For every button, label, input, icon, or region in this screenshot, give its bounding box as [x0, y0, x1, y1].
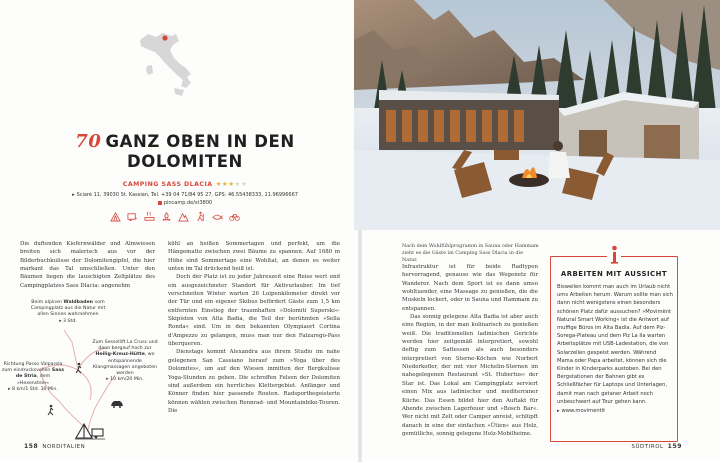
- forest-walker-icon: [74, 362, 84, 374]
- rating-stars: ★★★★★: [215, 180, 248, 188]
- camp-website[interactable]: pincamp.de/st3800: [163, 200, 213, 206]
- mountain-bike-icon: [229, 211, 240, 222]
- info-box-text: Bisweilen kommt man auch im Urlaub nicht ums Arbeiten herum. Warum sollte man sich dann nicht wenigstens einen besonders schönen Platz dafür aussuchen? »Movimënt Natural Smart Working« ist die Antwort auf muffige Büros im Alta Badia. Auf dem Piz-Sorega-Plateau und dem Piz La Ila warten Arbeitsplätze mit USB-Ladestation, die von Solarzellen gespeist werden. Während Mama oder Papa arbeitet, können sich die Kinder in Kinderparks austoben. Bei den Bergstationen der Bahnen gibt es Schließfächer für Laptops und Unterlagen, damit man nach getaner Arbeit noch unbeschwert auf Tour gehen kann.: [557, 284, 673, 405]
- entry-title-line1: GANZ OBEN IN DEN: [105, 132, 295, 151]
- body-column-1: [20, 240, 155, 290]
- info-icon: [607, 244, 621, 266]
- right-running-head: SÜDTIROL: [631, 444, 664, 450]
- info-box-link[interactable]: www.movimentit: [561, 408, 606, 415]
- body-column-2: [168, 240, 340, 415]
- body-paragraph: Die duftenden Kiefernwälder und Almwiesen breiten sich malerisch aus vor der Bilderbuchkulisse der Dolomitengipfel, die hier markant das Tal umschließen. Unter den Bäumen liegen die lauschigten Zeltplätze des Campingplatzes Sass Dlacia: angenehm: [20, 241, 155, 289]
- body-column-3: [402, 263, 538, 438]
- photo-caption: Nach dem Wohlfühlprogramm in Sauna oder Hammam zieht es die Gäste im Camping Sass Dlacia in die Natur.: [402, 243, 539, 263]
- route-label-text: Zum Sessellift La Crusc und dann bergauf hoch zur: [92, 340, 158, 352]
- camp-name-line: [40, 180, 330, 188]
- camp-address: Sciarè 11, 39030 St. Kassian, Tel. +39 04 71/84 95 27, GPS: 46.55438333, 11.96996667: [76, 192, 298, 198]
- route-label-distance: ▸ 3 Std.: [59, 318, 77, 324]
- info-box-body: [557, 283, 673, 415]
- pointer-icon: ▸: [557, 408, 560, 415]
- body-paragraph: Infrastruktur ist für beide Radtypen hervorragend, genauso wie das Wegenetz für Wanderer. Nach dem Sport ist es dann umso wohltuender, eine Massage zu genießen, die die Muskeln lockert, oder in Sauna und Hammam zu entspannen.: [402, 264, 538, 312]
- route-label-text: Beim alpinen: [31, 300, 62, 305]
- route-label-highlight: Sass de Stria: [15, 368, 64, 380]
- body-paragraph: Dienstags kommt Alexandra aus ihrem Studio im nahe gelegenen San Cassiano herauf zum »Yoga über des Dolomites«, um auf den Wiesen inmitten der Bergkulisse Yoga-Stunden zu geben. Die schroffen Felsen der Dolomiten sind außerdem ein herrliches Klettergebiet. Anfänger und Könner finden hier passende Routen. Radsportbegeisterte können wählen zwischen Rennrad- und Mountainbike-Touren. Die: [168, 349, 340, 414]
- right-footer: [631, 443, 686, 450]
- info-box-title: ARBEITEN MIT AUSSICHT: [560, 270, 668, 278]
- pointer-icon: ▸: [72, 192, 75, 198]
- route-label-text: , dem »Hexenstein«: [17, 374, 51, 386]
- camp-address-line: [40, 192, 330, 198]
- route-label-highlight: Waldbaden: [63, 300, 94, 305]
- hiking-icon: [195, 211, 206, 222]
- mountain-icon: [178, 211, 189, 222]
- camp-name: CAMPING SASS DLACIA: [122, 181, 213, 188]
- route-label-text: Richtung Passo Valparola zum eindrucksvollen: [2, 362, 63, 374]
- entry-number: 70: [75, 131, 102, 152]
- body-paragraph: Doch der Platz ist zu jeder Jahreszeit eine Reise wert und ein ausgezeichneter Standort für Aktivurlauber. Im tief verschneiten Winter warten 26 Loipenkilometer direkt vor der Tür und ein eigener Skibus befördert Gäste zum 1,5 km entfernten Einstieg der traumhaften »Dolomiti Superski«-Skipisten von Alta Badia, die Teil der berühmten »Sella Ronda« sind. Um in den bekannten Olympiaort Cortina d'Ampezzo zu gelangen, muss man nur den Falzarego-Pass überqueren.: [168, 274, 340, 348]
- car-icon: [110, 400, 124, 408]
- route-label-waldbaden: [28, 300, 108, 325]
- italy-locator-map: [130, 28, 198, 104]
- entry-header: [40, 132, 330, 206]
- route-label-sass-de-stria: [2, 362, 64, 393]
- body-paragraph: Das sonnig gelegene Alta Badia ist aber auch eine Region, in der man kulinarisch zu genießen weiß. Die traditionellen ladinischen Gerichte werden hier zeitgemäß interpretiert, sowohl deftig zum Sattessen als auch besonders interpretiert von Sterne-Köchen wie Norbert Niederkofler, der mit vier Michelin-Sternen im nahegelegenen Restaurant »St. Hubertus« der Star ist. Das Lokal am Campingplatz serviert einen Mix aus ladinischer und mediterraner Küche. Das Essen bildet hier den Auftakt für Abende zwischen Lagerfeuer und »Bosch Bar«. Wer nicht mit Zelt oder Camper anreist, schlüpft danach in eine der einfachen »Ütien« aus Holz, gemütliche, sonnig gelegene Holz-Mobilheime.: [402, 314, 538, 437]
- entry-title: [40, 132, 330, 172]
- info-box-link-line[interactable]: [557, 407, 673, 415]
- route-label-highlight: Heilig-Kreuz-Hütte: [95, 352, 145, 358]
- hot-tub-icon: [144, 211, 155, 222]
- body-paragraph: kühl an heißen Sommertagen und perfekt, um die Hängematte zwischen zwei Bäume zu spannen. Auf 1680 m Höhe sind Sommertage eine Wohltat, an denen es weiter unten im Tal drückend heiß ist.: [168, 241, 340, 273]
- route-diagram: [0, 290, 160, 450]
- left-page-number: 158: [24, 443, 39, 450]
- camp-website-line[interactable]: [40, 200, 330, 206]
- route-label-distance: ▸ 8 km/1 Std. 30 Min.: [8, 386, 58, 392]
- web-square-icon: [158, 201, 162, 205]
- left-footer: [20, 443, 85, 450]
- route-label-distance: ▸ 10 km/20 Min.: [106, 377, 144, 383]
- entry-title-line2: DOLOMITEN: [127, 152, 243, 171]
- route-label-text: vom Campingplatz aus die Natur mit allen Sinnen wahrnehmen: [30, 300, 106, 318]
- fishing-icon: [212, 211, 223, 222]
- left-running-head: NORDITALIEN: [42, 444, 86, 450]
- campfire-icon: [161, 211, 172, 222]
- hero-photo: [354, 0, 720, 230]
- hiker-icon: [46, 404, 56, 416]
- campsite-icon: [74, 418, 106, 440]
- tent-icon: [110, 211, 121, 222]
- caravan-icon: [127, 211, 138, 222]
- route-label-text: , wo entspannende Klangmassagen angeboten werden: [93, 352, 157, 377]
- amenity-icons: [110, 211, 240, 222]
- right-page-number: 159: [667, 443, 682, 450]
- route-label-heilig-kreuz: [90, 340, 160, 383]
